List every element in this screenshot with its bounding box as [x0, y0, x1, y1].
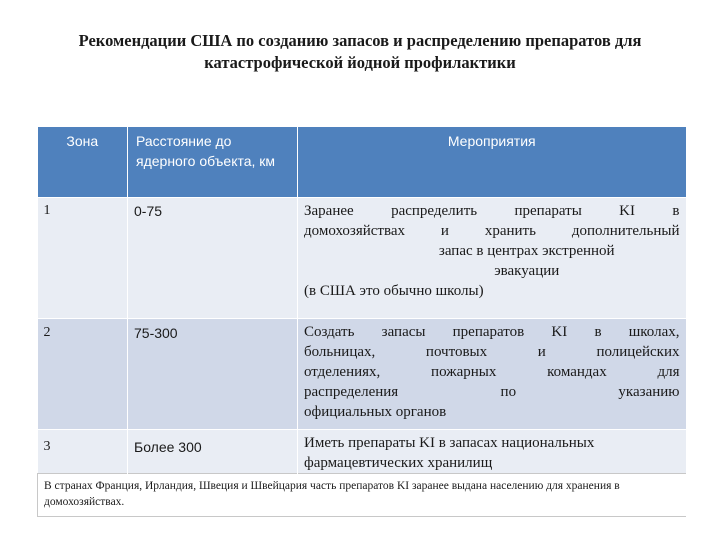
action-line: фармацевтических хранилищ [304, 454, 493, 471]
zone-cell: 1 [38, 197, 128, 318]
zone-value: 3 [43, 438, 51, 454]
action-line: запас в центрах экстренной [438, 242, 615, 259]
table-row [38, 318, 686, 429]
action-line: Заранее распределить препараты KI в [304, 202, 680, 219]
action-line: (в США это обычно школы) [304, 282, 484, 299]
recommendations-table [37, 127, 686, 517]
action-line: распределения по указанию [304, 383, 680, 400]
action-line: отделениях, пожарных командах для [304, 363, 680, 380]
distance-cell: 0-75 [128, 197, 298, 318]
action-line: домохозяйствах и хранить дополнительный [304, 222, 680, 239]
table-row [38, 429, 686, 473]
distance-cell [128, 429, 298, 473]
table-row [38, 197, 686, 318]
action-line: больницах, почтовых и полицейских [304, 343, 680, 360]
note-row [38, 473, 686, 516]
action-line: Иметь препараты KI в запасах национальных [304, 434, 595, 451]
action-line: официальных органов [304, 403, 447, 420]
table-header-row [38, 127, 686, 197]
actions-cell [298, 429, 686, 473]
actions-cell [298, 318, 686, 429]
page-title: Рекомендации США по созданию запасов и распределению препаратов для катастрофической йодной профилактики [78, 31, 642, 72]
distance-value: 75-300 [134, 324, 178, 341]
zone-value: 2 [43, 324, 51, 340]
action-line: эвакуации [494, 262, 560, 279]
header-distance: Расстояние до ядерного объекта, км [128, 127, 298, 197]
actions-cell [298, 197, 686, 318]
zone-cell [38, 318, 128, 429]
note-text: В странах Франция, Ирландия, Швеция и Швейцария часть препаратов KI заранее выдана населению для хранения в домохозяйствах. [38, 473, 686, 516]
distance-cell [128, 318, 298, 429]
zone-cell [38, 429, 128, 473]
action-line: Создать запасы препаратов KI в школах, [304, 323, 680, 340]
header-zone: Зона [38, 127, 128, 197]
header-actions: Мероприятия [298, 127, 686, 197]
distance-value: Более 300 [134, 438, 202, 455]
